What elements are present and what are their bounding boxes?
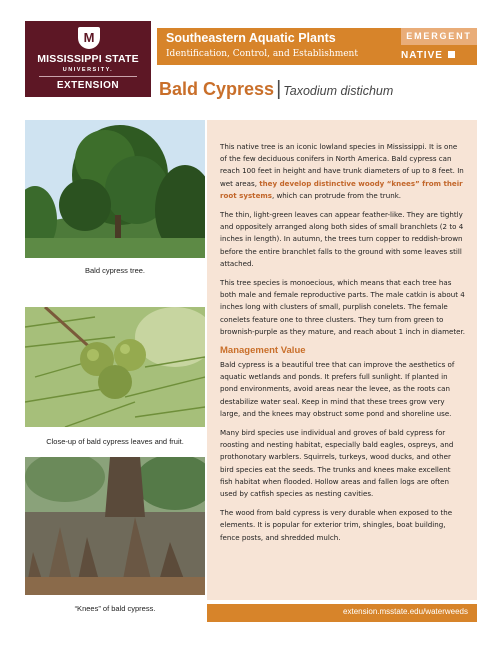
msu-shield-icon: M (78, 27, 100, 49)
status-tag (401, 47, 477, 65)
title-separator: | (276, 78, 282, 100)
caption-knees: “Knees” of bald cypress. (74, 604, 156, 613)
series-subtitle: Identification, Control, and Establishment (166, 49, 358, 59)
page-title (159, 78, 393, 101)
paragraph-leaves: The thin, light-green leaves can appear feather-like. They are tightly and oppositely arranged along both sides of small branchlets (2 to 4 inches in length). In autumn, the trees turn copper to reddish-brown before the entire branchlet falls to the ground with some leaves still attached. (220, 210, 464, 268)
caption-tree: Bald cypress tree. (84, 266, 146, 275)
logo-extension: EXTENSION (56, 80, 120, 91)
extension-url-link[interactable]: extension.msstate.edu/waterweeds (343, 607, 468, 616)
category-tag: EMERGENT (401, 28, 477, 45)
paragraph-wildlife: Many bird species use individual and groves of bald cypress for roosting and nesting habitat, especially bald eagles, ospreys, and prothonotary warblers. Squirrels, turkeys, wood ducks, and other bird species eat the seeds. The trunks and knees make excellent fish habitat when flooded. Hollow areas and fallen logs are often used by catfish species as nesting cavities. (220, 428, 454, 499)
paragraph-reproduction: This tree species is monoecious, which means that each tree has both male and female reproductive parts. The male catkin is about 4 inches long with clusters of small, purplish conelets. The female conelets feature one to three clusters. They turn from green to brownish-purple as they mature, and reach about 1 inch in diameter. (220, 278, 466, 336)
caption-fruit: Close-up of bald cypress leaves and fruit. (46, 437, 184, 446)
common-name: Bald Cypress (159, 79, 275, 99)
series-title: Southeastern Aquatic Plants (166, 31, 336, 45)
bald-cypress-fruit-image (25, 307, 205, 427)
management-value-heading: Management Value (220, 345, 306, 357)
logo-university-suffix: UNIVERSITY. (62, 67, 114, 73)
scientific-name: Taxodium distichum (283, 84, 394, 98)
paragraph-wood: The wood from bald cypress is very durable when exposed to the elements. It is popular for exterior trim, shingles, boat building, fence posts, and shredded mulch. (220, 508, 453, 542)
paragraph-overview: This native tree is an iconic lowland species in Mississippi. It is one of the few deciduous conifers in North America. Bald cypress can reach 100 feet in height and have trunk diameters of up to 8 feet. In wet areas, they develop distinctive woody “knees” from their root systems, which can protrude from the trunk. (220, 142, 464, 200)
msu-extension-logo (25, 21, 151, 97)
footer-bar (207, 604, 477, 622)
description-panel (207, 120, 477, 600)
logo-divider (39, 76, 137, 77)
status-label: NATIVE (401, 50, 443, 61)
knees-highlight: they develop distinctive woody “knees” from their root systems (220, 178, 463, 200)
bald-cypress-tree-image (25, 120, 205, 258)
bald-cypress-knees-image (25, 457, 205, 595)
logo-university-name: MISSISSIPPI STATE (37, 53, 139, 65)
paragraph-aesthetics: Bald cypress is a beautiful tree that can improve the aesthetics of aquatic wetlands and ponds. It prefers full sunlight. If planted in pond environments, avoid areas near the levee, as the roots can destabilize water seal. Keep in mind that these trees grow very large, and the knees may obstruct some pond and shoreline use. (220, 360, 455, 418)
square-icon (448, 51, 455, 58)
